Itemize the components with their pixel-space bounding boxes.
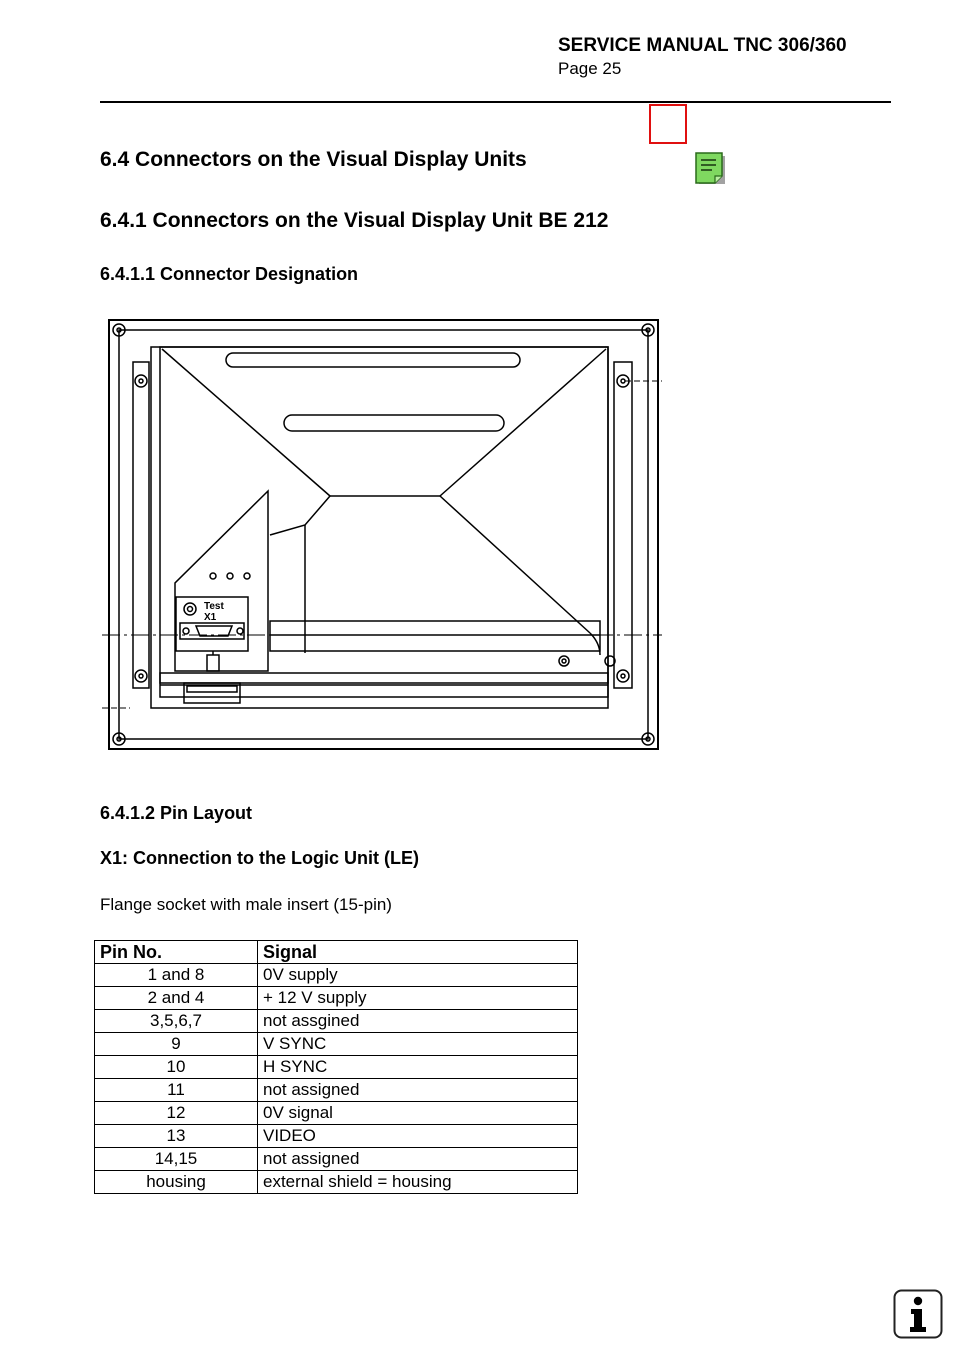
signal-cell: 0V supply: [258, 964, 578, 987]
table-row: [95, 1171, 578, 1194]
x1-connection-heading: X1: Connection to the Logic Unit (LE): [100, 848, 419, 868]
signal-cell: not assigned: [258, 1148, 578, 1171]
visual-display-unit-diagram: [100, 313, 665, 758]
pin-cell: 2 and 4: [95, 987, 258, 1010]
page-number: Page 25: [558, 59, 622, 78]
section-heading-6-4-1-2: 6.4.1.2 Pin Layout: [100, 803, 253, 823]
section-heading-6-4: 6.4 Connectors on the Visual Display Units: [100, 148, 527, 171]
manual-title: SERVICE MANUAL TNC 306/360: [558, 35, 847, 56]
signal-cell: external shield = housing: [258, 1171, 578, 1194]
pin-cell: 14,15: [95, 1148, 258, 1171]
info-icon[interactable]: [893, 1289, 943, 1339]
signal-cell: V SYNC: [258, 1033, 578, 1056]
x1-label: X1: [204, 612, 217, 623]
table-row: [95, 1125, 578, 1148]
signal-cell: not assgined: [258, 1010, 578, 1033]
pin-cell: housing: [95, 1171, 258, 1194]
section-heading-6-4-1-1: 6.4.1.1 Connector Designation: [100, 264, 359, 284]
table-row: [95, 1010, 578, 1033]
column-header-pin: Pin No.: [95, 941, 258, 964]
signal-cell: VIDEO: [258, 1125, 578, 1148]
table-row: [95, 1102, 578, 1125]
pin-cell: 1 and 8: [95, 964, 258, 987]
signal-cell: not assigned: [258, 1079, 578, 1102]
signal-cell: + 12 V supply: [258, 987, 578, 1010]
pin-cell: 11: [95, 1079, 258, 1102]
signal-cell: 0V signal: [258, 1102, 578, 1125]
pin-cell: 3,5,6,7: [95, 1010, 258, 1033]
red-marker-box: [649, 104, 687, 144]
pin-cell: 9: [95, 1033, 258, 1056]
x1-description: Flange socket with male insert (15-pin): [100, 895, 392, 914]
table-row: [95, 1079, 578, 1102]
pin-cell: 12: [95, 1102, 258, 1125]
pin-cell: 10: [95, 1056, 258, 1079]
table-row: [95, 1148, 578, 1171]
test-label: Test: [204, 601, 224, 612]
table-header-row: [95, 941, 578, 964]
table-row: [95, 964, 578, 987]
note-icon[interactable]: [695, 152, 727, 186]
signal-cell: H SYNC: [258, 1056, 578, 1079]
header-divider: [100, 101, 891, 103]
table-row: [95, 987, 578, 1010]
column-header-signal: Signal: [258, 941, 578, 964]
pin-cell: 13: [95, 1125, 258, 1148]
table-row: [95, 1056, 578, 1079]
table-row: [95, 1033, 578, 1056]
pin-layout-table: [94, 940, 578, 1194]
section-heading-6-4-1: 6.4.1 Connectors on the Visual Display Unit BE 212: [100, 209, 609, 232]
